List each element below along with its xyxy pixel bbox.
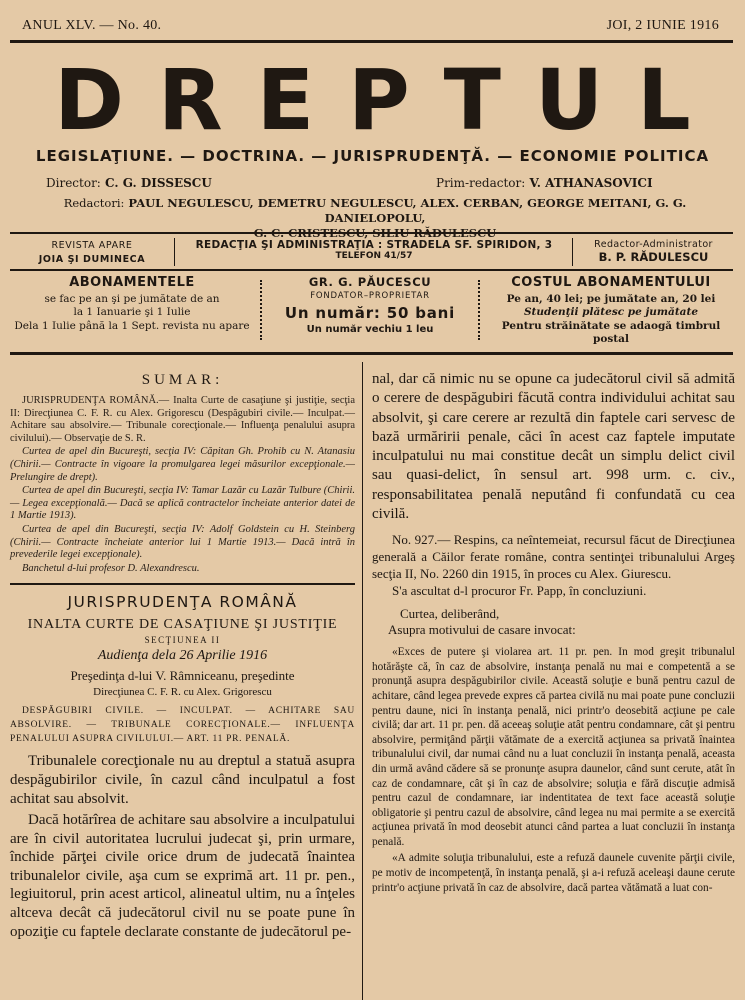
- issue-line: [22, 18, 719, 38]
- hearing-date: Audienţa dela 26 Aprilie 1916: [97, 648, 268, 664]
- redaction-address: REDACŢIA ŞI ADMINISTRAŢIA : STRADELA SF. SPIRIDON, 3: [195, 239, 553, 251]
- subscriptions-line-1: se fac pe an şi pe jumătate de an: [44, 292, 220, 305]
- subscription-cost-line-3: Pentru străinătate se adaogă timbrul postal: [501, 319, 721, 345]
- director-line: [46, 176, 212, 190]
- masthead-subtitle: LEGISLAŢIUNE. — DOCTRINA. — JURISPRUDENŢĂ. — ECONOMIE POLITICA: [35, 147, 710, 165]
- summary-item: Curtea de apel din Bucureşti, secţia IV: Adolf Goldstein cu H. Steinberg (Chirii.— Contracte încheiate anterior lui 1 Martie 1913.— Dacă intră în prevederile legei excepţionale).: [10, 523, 355, 561]
- presiding-judge: Preşedinţa d-lui V. Râmniceanu, preşedinte: [70, 668, 295, 684]
- telephone: TELEFON 41/57: [335, 251, 413, 261]
- subscriptions-block: [8, 276, 737, 346]
- motive-heading: Asupra motivului de casare invocat:: [388, 622, 576, 638]
- subscriptions-title: ABONAMENTELE: [69, 275, 195, 290]
- appearance-line-1: REVISTA APARE: [51, 240, 133, 251]
- top-rule: [10, 40, 733, 43]
- year-issue: ANUL XLV. — No. 40.: [22, 18, 162, 33]
- redactori-block: [40, 196, 710, 241]
- subscription-cost-line-1: Pe an, 40 lei; pe jumătate an, 20 lei: [506, 292, 716, 305]
- court-deliberating: Curtea, deliberând,: [400, 605, 500, 621]
- infobar-bottom-rule: [10, 269, 733, 271]
- redactori-line-1: PAUL NEGULESCU, DEMETRU NEGULESCU, ALEX. CERBAN, GEORGE MEITANI, G. G. DANIELOPOLU,: [128, 196, 687, 225]
- info-bar: [12, 236, 733, 268]
- case-keywords: DESPĂGUBIRI CIVILE. — INCULPAT. — ACHITARE SAU ABSOLVIRE. — TRIBUNALE CORECŢIONALE.— INFLUENŢA PENALULUI ASUPRA CIVILULUI.— ART. 11 PR. PENALĂ.: [10, 706, 355, 745]
- administrator-label: Redactor-Administrator: [594, 239, 713, 250]
- subscriptions-divider-right: [478, 280, 483, 340]
- subscriptions-divider-left: [260, 280, 265, 340]
- continued-text: [372, 370, 735, 524]
- summary-section: [10, 372, 355, 575]
- subscriptions-line-3: Dela 1 Iulie până la 1 Sept. revista nu apare: [14, 319, 250, 332]
- director-label: Director:: [46, 176, 101, 190]
- court-section: SECŢIUNEA II: [144, 635, 221, 646]
- summary-title: SUMAR:: [141, 372, 224, 388]
- founder-name: GR. G. PĂUCESCU: [308, 275, 432, 289]
- prim-redactor-label: Prim-redactor:: [436, 176, 526, 190]
- continued-paragraph: nal, dar că nimic nu se opune ca judecătorul civil să admită o cerere de despăgubiri făcută contra individului achitat sau absolvit, şi care cerere ar rezultă din faptele cari servesc de bază urmăririi penale, căci în acest caz faptele imputate inculpatului nu mai constitue decât un simplu delict civil sau quasi-delict, în sensul art. 998 urm. c. civ., responsabilitatea penală neputând fi confundată cu cea civilă.: [372, 371, 735, 523]
- prosecutor-heard: S'a ascultat d-l procuror Fr. Papp, în concluziuni.: [392, 582, 647, 598]
- decision-block: [372, 532, 735, 639]
- prim-redactor-name: V. ATHANASOVICI: [529, 176, 653, 190]
- article-body: [10, 752, 355, 941]
- appearance-line-2: JOIA ŞI DUMINECA: [38, 254, 146, 265]
- column-separator: [362, 362, 363, 1000]
- subscription-cost-line-2: Studenţii plătesc pe jumătate: [523, 306, 699, 318]
- summary-item: JURISPRUDENŢA ROMÂNĂ.— Inalta Curte de casaţiune şi justiţie, secţia II: Direcţiunea C. F. R. cu Alex. Grigorescu (Despăgubiri civile.— Inculpat.— Achitare sau absolvire.— Tribunale corecţionale.— Influenţa penalului asupra civilului).— Observaţie de S. R.: [10, 395, 355, 444]
- quoted-paragraph: «Exces de putere şi violarea art. 11 pr. pen. In mod greşit tribunalul hotărăşte că, în caz de absolvire, instanţa penală nu mai e competentă a se pronunţă asupra despăgubirilor civile. Această soluţie e bună pentru cazul de achitare, când legea prevede expres că partea civilă nu mai poate pune concluzii pentru daune, nici în instanţa penală, nici printr'o deosebită acţiune pe cale civilă; dar art. 11 pr. pen. dă aceeaş soluţie atât pentru condamnare, cât şi pentru absolvire, permiţând părţii vătămate de a exercită acţiunea sa privată înaintea tribunalului civil, dar numai când nu a luat concluzii în instanţa penală, aceasta din urmă având cădere să se pronunţe asupra daunelor, când sunt cerute, atât în caz de condamnare, cât şi în caz de absolvire; soluţia e fără discuţie admisă pentru cazul de condamnare, iar indentitatea de text face această soluţie obligatorie şi pentru cazul de absolvire, când legea nu mai permite a se exercită acţiunea privată în mod deosebit atunci când partea a luat concluzii în instanţa penală.: [372, 646, 735, 848]
- article-paragraph: Dacă hotărîrea de achitare sau absolvire a inculpatului are în civil autoritatea lucrului judecat şi, prin urmare, închide părţei civile orice drum de judecată înaintea tribunalelor civile, aşa cum se exprimă art. 11 pr. pen., legiuitorul, prin acest articol, alineatul ultim, nu a înţeles altceva decât că judecătorul civil nu se poate pune în opoziţie cu faptele declarate constante de judecătorul pe-: [10, 812, 355, 940]
- right-column: [372, 370, 735, 895]
- decision-number: No. 927.— Respins, ca neîntemeiat, recursul făcut de Direcţiunea generală a Căilor ferate române, contra sentinţei tribunalului Argeş secţia II, No. 2260 din 1915, în proces cu Alex. Giurescu.: [372, 532, 735, 581]
- issue-price: Un număr: 50 bani: [284, 304, 456, 322]
- infobar-divider-1: [174, 238, 175, 266]
- court-name: INALTA CURTE DE CASAŢIUNE ŞI JUSTIŢIE: [27, 617, 338, 633]
- subscriptions-line-2: la 1 Ianuarie şi 1 Iulie: [73, 306, 191, 318]
- director-name: C. G. DISSESCU: [105, 176, 212, 190]
- summary-item: Curtea de apel din Bucureşti, secţia IV: Tamar Lazăr cu Lazăr Tulbure (Chirii.— Legea excepţională.— Dacă se aplică contractelor încheiate anterior datei de 1 Martie 1913).: [10, 485, 355, 522]
- old-issue-price: Un număr vechiu 1 leu: [306, 324, 434, 335]
- summary-rule: [10, 583, 355, 585]
- appearance-info: [12, 239, 172, 271]
- summary-item: Curtea de apel din Bucureşti, secţia IV: Căpitan Gh. Prohib cu N. Atanasiu (Chirii.— Contracte în vigoare la promulgarea legei măsurilor excepţionale.— Prelungire de drept).: [10, 446, 355, 483]
- section-title: JURISPRUDENŢA ROMÂNĂ: [67, 593, 298, 612]
- article-paragraph: Tribunalele corecţionale nu au dreptul a statuă asupra despăgubirilor civile, în cazul când inculpatul a fost achitat sau absolvit.: [10, 753, 355, 807]
- infobar-divider-2: [572, 238, 573, 266]
- header-bottom-rule: [10, 352, 733, 355]
- redaction-info: [178, 239, 570, 271]
- quoted-paragraph: «A admite soluţia tribunalului, este a refuză daunele cuvenite părţii civile, pe motiv de incompetenţă, în instanţa penală, şi a-i refuză aceleaşi daune cerute printr'o acţiune privată în caz de absolvire, dacă partea vătămată a luat con-: [372, 852, 735, 894]
- quoted-motive: [372, 645, 735, 895]
- subscriptions-left: [8, 276, 256, 333]
- founder-role: FONDATOR–PROPRIETAR: [310, 290, 430, 301]
- founder-block: [270, 276, 470, 337]
- administrator-info: [574, 239, 733, 271]
- prim-redactor-line: [436, 176, 653, 190]
- issue-date: JOI, 2 IUNIE 1916: [606, 18, 719, 33]
- administrator-name: B. P. RĂDULESCU: [598, 250, 709, 264]
- subscription-cost: [484, 276, 738, 347]
- case-parties: Direcţiunea C. F. R. cu Alex. Grigorescu: [93, 686, 272, 699]
- redactori-label: Redactori:: [63, 196, 125, 210]
- subscription-cost-title: COSTUL ABONAMENTULUI: [511, 275, 711, 290]
- left-column: [10, 370, 355, 941]
- summary-item: Banchetul d-lui profesor D. Alexandrescu.: [22, 562, 200, 574]
- infobar-top-rule: [10, 232, 733, 234]
- masthead-title: DREPTUL: [54, 51, 725, 149]
